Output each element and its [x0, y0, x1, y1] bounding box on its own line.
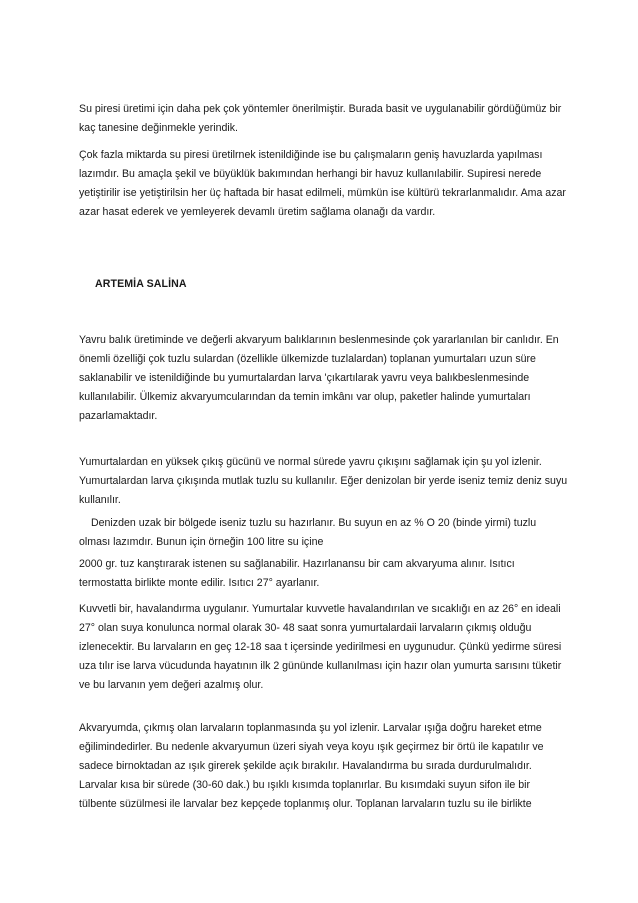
paragraph-artemia-3: Denizden uzak bir bölgede iseniz tuzlu su hazırlanır. Bu suyun en az % O 20 (binde yirmi) tuzlu olması lazımdır. Bunun için örneğin 100 litre su içine [79, 517, 537, 548]
section-heading-artemia: ARTEMİA SALİNA [95, 278, 187, 290]
paragraph-intro-1: Su piresi üretimi için daha pek çok yöntemler önerilmiştir. Burada basit ve uygulanabilir gördüğümüz bir kaç tanesine değinmekle yerindik. [79, 103, 562, 134]
paragraph-artemia-1: Yavru balık üretiminde ve değerli akvaryum balıklarının beslenmesinde çok yararlanılan bir canlıdır. En önemli özelliği çok tuzlu sulardan (özellikle ülkemizde tuzlalardan) toplanan yumurtaları uzun süre saklanabilir ve istenildiğinde bu yumurtalardan larva 'çıkartılarak yavru veya balıkbeslenmesinde kullanılabilir. Ülkemiz akvaryumcularından da temin imkânı var olup, paketler halinde yumurtaları pazarlamaktadır. [79, 334, 559, 422]
paragraph-artemia-4: 2000 gr. tuz kanştırarak istenen su sağlanabilir. Hazırlanansu bir cam akvaryuma alınır. Isıtıcı termostatta birlikte monte edilir. Isıtıcı 27° ayarlanır. [79, 558, 515, 589]
paragraph-artemia-2: Yumurtalardan en yüksek çıkış gücünü ve normal sürede yavru çıkışını sağlamak için şu yol izlenir. Yumurtalardan larva çıkışında mutlak tuzlu su kullanılır. Eğer denizolan bir yerde iseniz temiz deniz suyu kullanılır. [79, 456, 568, 506]
paragraph-artemia-5: Kuvvetli bir, havalandırma uygulanır. Yumurtalar kuvvetle havalandırılan ve sıcaklığı en az 26° en ideali 27° olan suya konulunca normal olarak 30- 48 saat sonra yumurtalardaii larvaların çıkmış olduğu izlenecektir. Bu larvaların en geç 12-18 saa t içersinde yedirilmesi en uygunudur. Çünkü yedirme süresi uza tılır ise larva vücudunda hayatının ilk 2 gününde kullanılması için hazır olan yumurta sarısını tüketir ve bu larvanın yem değeri azalmış olur. [79, 603, 562, 691]
paragraph-artemia-6: Akvaryumda, çıkmış olan larvaların toplanmasında şu yol izlenir. Larvalar ışığa doğru hareket etme eğilimindedirler. Bu nedenle akvaryumun üzeri siyah veya koyu ışık geçirmez bir örtü ile kapatılır ve sadece birnoktadan az ışık girerek şekilde açık bırakılır. Havalandırma bu sırada durdurulmalıdır. Larvalar kısa bir sürede (30-60 dak.) bu ışıklı kısımda toplanırlar. Bu kısımdaki suyun sifon ile bir tülbente süzülmesi ile larvalar bez kepçede toplanmış olur. Toplanan larvaların tuzlu su ile birlikte [79, 722, 544, 810]
paragraph-intro-2: Çok fazla miktarda su piresi üretilrnek istenildiğinde ise bu çalışmaların geniş havuzlarda yapılması lazımdır. Bu amaçla şekil ve büyüklük bakımından herhangi bir havuz kullanılabilir. Supiresi nerede yetiştirilir ise yetiştirilsin her üç haftada bir hasat edilmeli, mümkün ise kültürü tekrarlanmalıdır. Ama azar azar hasat ederek ve yemleyerek devamlı üretim sağlama olanağı da vardır. [79, 149, 566, 218]
